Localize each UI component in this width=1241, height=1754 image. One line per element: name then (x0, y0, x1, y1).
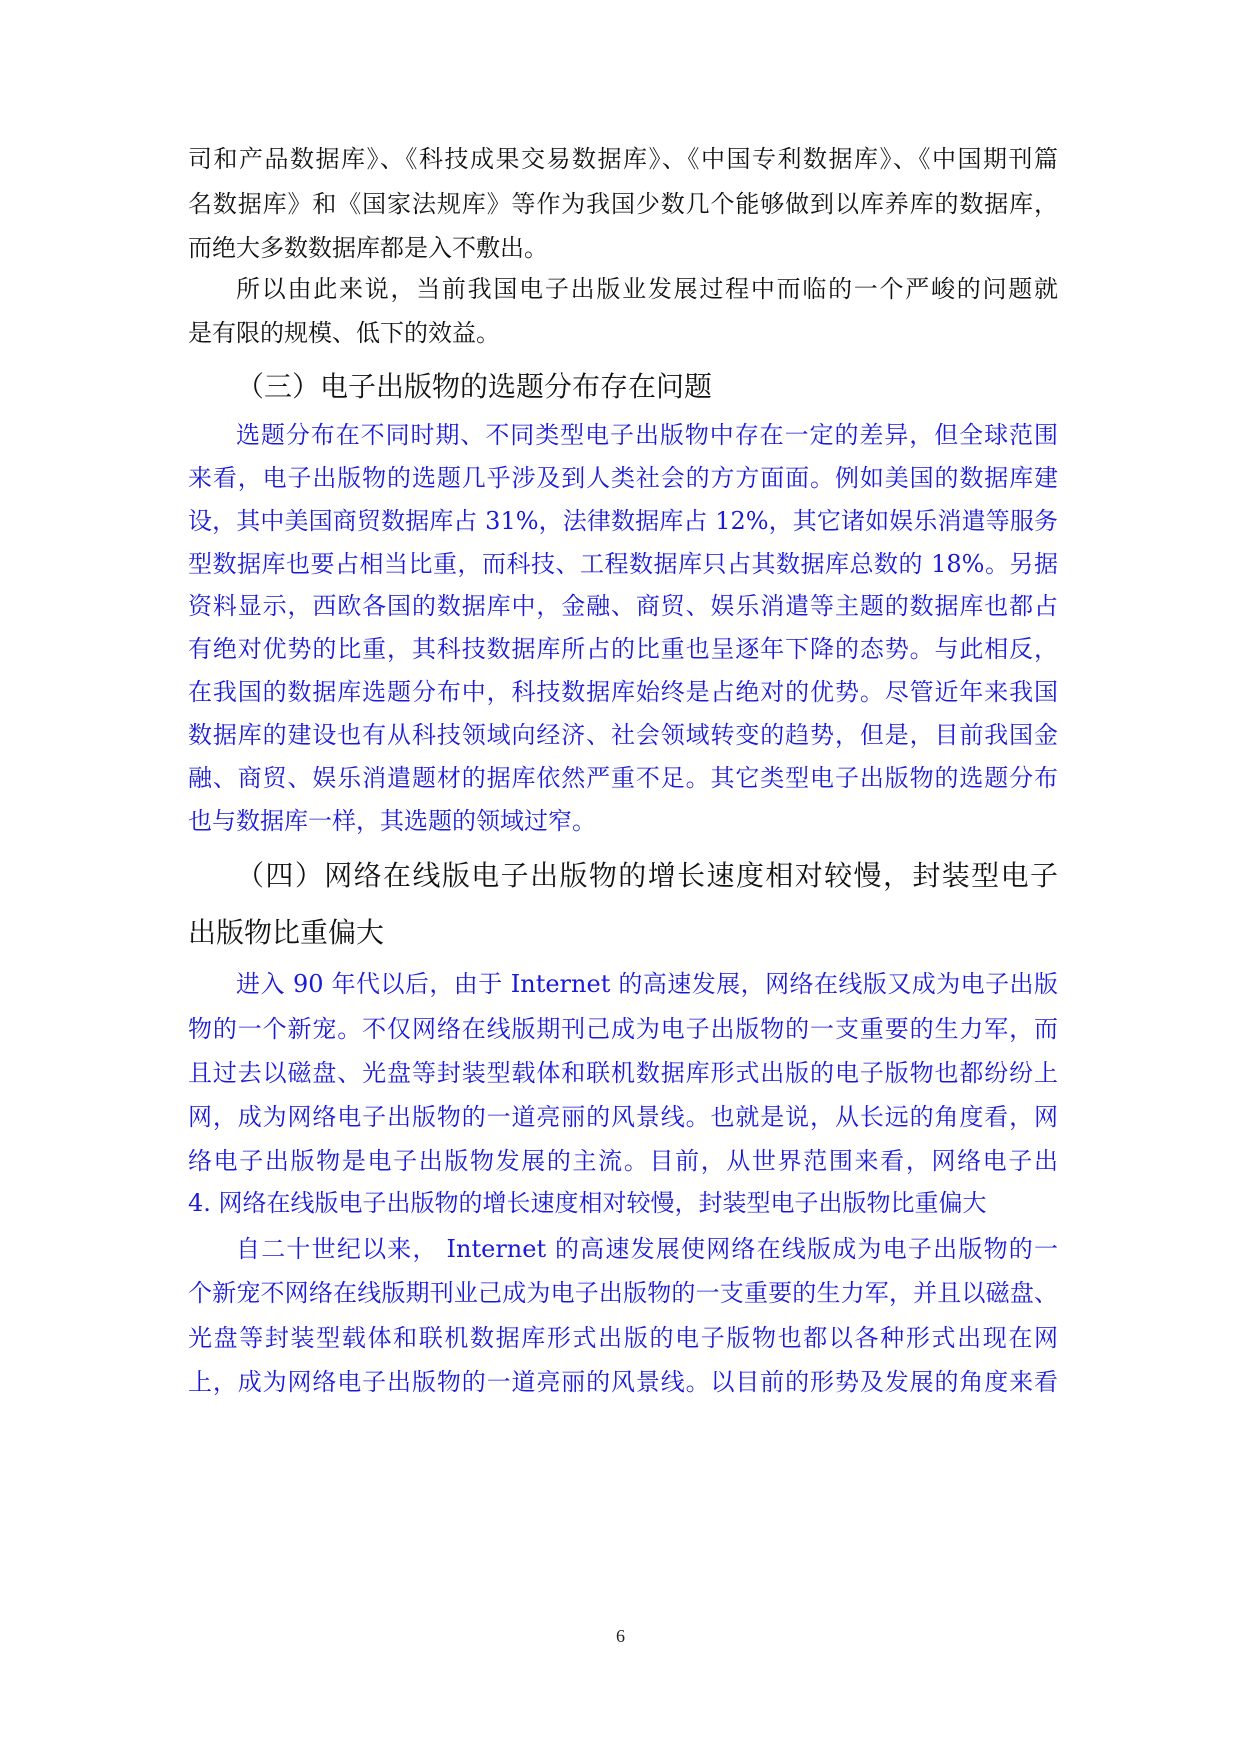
body-text-line: 物的一个新宠。不仅网络在线版期刊己成为电子出版物的一支重要的生力军，而 (188, 1015, 1058, 1043)
body-text-line: 上，成为网络电子出版物的一道亮丽的风景线。以目前的形势及发展的角度来看 (188, 1368, 1058, 1396)
body-text-line: 资料显示，西欧各国的数据库中，金融、商贸、娱乐消遣等主题的数据库也都占 (188, 592, 1058, 620)
body-text-line: 个新宠不网络在线版期刊业己成为电子出版物的一支重要的生力军，并且以磁盘、 (188, 1279, 1058, 1307)
body-text-line: 网，成为网络电子出版物的一道亮丽的风景线。也就是说，从长远的角度看，网 (188, 1103, 1058, 1131)
section-heading-3: （三）电子出版物的选题分布存在问题 (236, 370, 713, 403)
body-text-line: 选题分布在不同时期、不同类型电子出版物中存在一定的差异，但全球范围 (236, 421, 1058, 449)
body-text-line: 融、商贸、娱乐消遣题材的据库依然严重不足。其它类型电子出版物的选题分布 (188, 764, 1058, 792)
section-heading-4-cont: 出版物比重偏大 (188, 916, 385, 949)
body-text-line: 也与数据库一样，其选题的领域过窄。 (188, 807, 596, 835)
body-text-line: 型数据库也要占相当比重，而科技、工程数据库只占其数据库总数的 18%。另据 (188, 550, 1058, 578)
body-text-line: 自二十世纪以来， Internet 的高速发展使网络在线版成为电子出版物的一 (236, 1235, 1058, 1263)
body-text-line: 有绝对优势的比重，其科技数据库所占的比重也呈逐年下降的态势。与此相反， (188, 635, 1058, 663)
body-text-line: 司和产品数据库》、《科技成果交易数据库》、《中国专利数据库》、《中国期刊篇 (188, 145, 1058, 173)
body-text-line: 在我国的数据库选题分布中，科技数据库始终是占绝对的优势。尽管近年来我国 (188, 678, 1058, 706)
body-text-line: 光盘等封装型载体和联机数据库形式出版的电子版物也都以各种形式出现在网 (188, 1324, 1058, 1352)
body-text-line: 是有限的规模、低下的效益。 (188, 319, 500, 347)
body-text-line: 进入 90 年代以后，由于 Internet 的高速发展，网络在线版又成为电子出版 (236, 970, 1058, 998)
body-text-line: 络电子出版物是电子出版物发展的主流。目前，从世界范围来看，网络电子出 (188, 1147, 1058, 1175)
body-text-line: 且过去以磁盘、光盘等封装型载体和联机数据库形式出版的电子版物也都纷纷上 (188, 1059, 1058, 1087)
body-text-line: 而绝大多数数据库都是入不敷出。 (188, 234, 548, 262)
page-number: 6 (616, 1626, 625, 1646)
body-text-line: 数据库的建设也有从科技领域向经济、社会领域转变的趋势，但是，目前我国金 (188, 721, 1058, 749)
body-text-line: 所以由此来说，当前我国电子出版业发展过程中而临的一个严峻的问题就 (236, 275, 1058, 303)
numbered-item-4: 4. 网络在线版电子出版物的增长速度相对较慢，封装型电子出版物比重偏大 (188, 1189, 987, 1217)
body-text-line: 名数据库》和《国家法规库》等作为我国少数几个能够做到以库养库的数据库， (188, 190, 1058, 218)
section-heading-4: （四）网络在线版电子出版物的增长速度相对较慢，封装型电子 (236, 859, 1058, 892)
body-text-line: 来看，电子出版物的选题几乎涉及到人类社会的方方面面。例如美国的数据库建 (188, 464, 1058, 492)
body-text-line: 设，其中美国商贸数据库占 31%，法律数据库占 12%，其它诸如娱乐消遣等服务 (188, 507, 1058, 535)
